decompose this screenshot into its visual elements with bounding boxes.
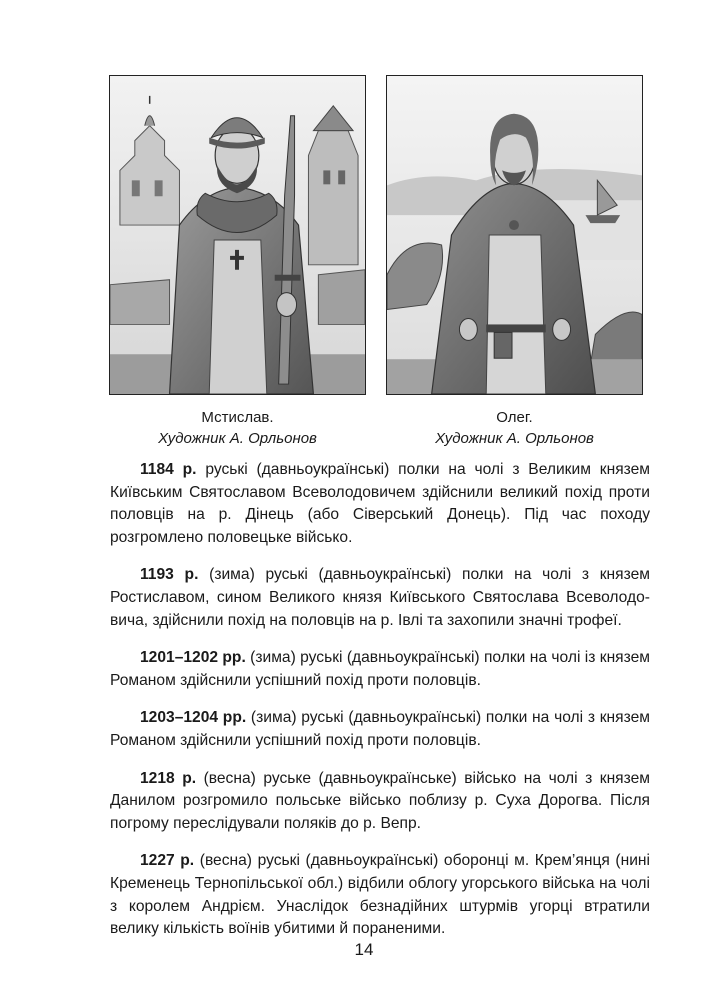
entry-date: 1203–1204 рр. — [140, 709, 247, 727]
entry-text: (весна) руське (давньоукраїнське) військо на чолі з князем Данилом розгромило польське військо поблизу р. Суха Дорогва. Після погрому переслідували поляків до р. Вепр. — [110, 769, 650, 832]
chronology-entries — [110, 459, 650, 956]
oleg-illustration — [386, 75, 643, 395]
entry-date: 1227 р. — [140, 852, 195, 870]
entry-text: руські (давньоукраїнські) полки на чолі з Великим князем Київським Святославом Всеволодовичем здійснили великий похід проти половців на р. Дінець (або Сіверський Донець). Під час походу розгромлено половецьке військо. — [110, 461, 651, 546]
caption-artist: Художник А. Орльонов — [435, 430, 594, 447]
oleg-drawing — [387, 76, 642, 394]
mstyslav-illustration — [109, 75, 366, 395]
entry-text: (зима) руські (давньоукраїнські) полки на чолі з князем Ростиславом, сином Великого князя Київського Святослава Всеволодовича, здійснили похід на половців на р. Івлі та захопили значні трофеї. — [110, 566, 650, 629]
oleg-caption — [386, 407, 643, 449]
page-number: 14 — [354, 940, 374, 959]
entry-text: (весна) руські (давньоукраїнські) оборонці м. Крем’янця (нині Кременець Тернопільської обл.) відбили облогу угорського війська на чолі з королем Андрієм. Унаслідок безнадійних штурмів угорці втратили велику кількість воїнів убитими й пораненими. — [110, 852, 650, 938]
entry-1193 — [110, 564, 650, 632]
entry-1201-1202 — [110, 647, 650, 692]
entry-date: 1193 р. — [140, 566, 199, 584]
entry-1227 — [110, 850, 650, 940]
entry-date: 1218 р. — [140, 769, 197, 787]
entry-1218 — [110, 768, 650, 836]
caption-name: Мстислав. — [201, 409, 274, 426]
entry-1203-1204 — [110, 707, 650, 752]
entry-text: (зима) руські (давньоукраїнські) полки на чолі із князем Романом здійснили успішний похід проти половців. — [110, 649, 650, 689]
mstyslav-drawing — [110, 76, 365, 394]
entry-text: (зима) руські (давньоукраїнські) полки на чолі з князем Романом здійснили успішний похід проти половців. — [110, 709, 650, 749]
caption-artist: Художник А. Орльонов — [158, 430, 317, 447]
mstyslav-caption — [109, 407, 366, 449]
caption-name: Олег. — [496, 409, 533, 426]
entry-date: 1184 р. — [140, 461, 197, 478]
entry-date: 1201–1202 рр. — [140, 649, 246, 667]
entry-1184 — [110, 459, 650, 549]
